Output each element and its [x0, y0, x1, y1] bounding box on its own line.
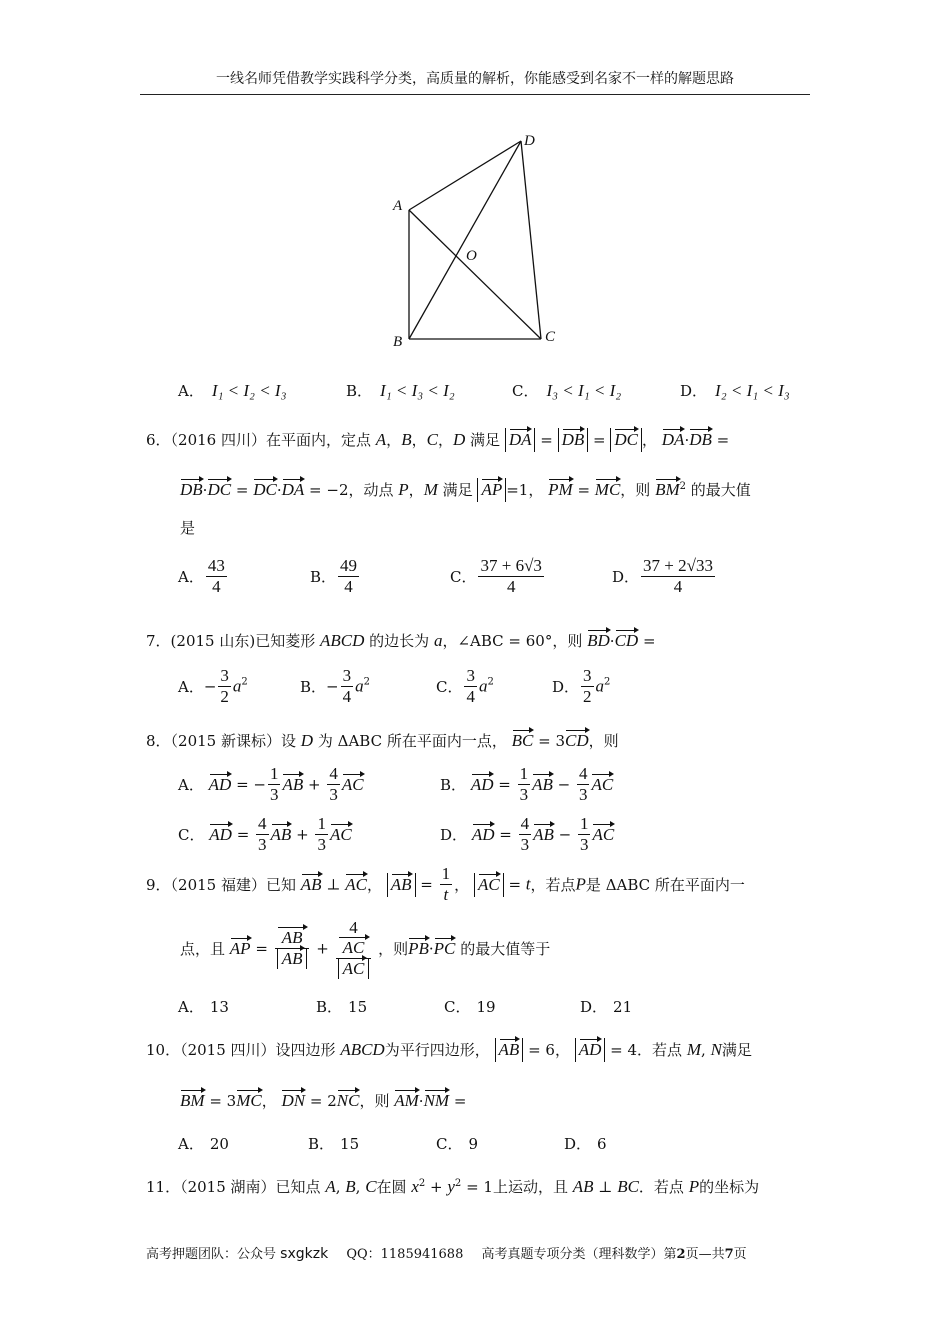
q5-option-d: D． I₂ < I₁ < I₃ — [680, 381, 790, 400]
q7-option-a: A．− $\frac{3}{2}$ $a^2$ — [178, 666, 248, 706]
q9-line2: 点，且 AP = $\frac{AB}{AB}$ + 4 AC AC ，则PB·PC 的最大值等于 — [180, 918, 551, 978]
q8-line1: 8．（2015 新课标）设 D 为 ΔABC 所在平面内一点， BC = 3CD，则 — [146, 731, 619, 750]
quadrilateral-figure — [380, 130, 580, 350]
q6-line2: DB·DC = DC·DA = −2，动点 P，M 满足 AP =1， PM = MC，则 $BM^2$ 的最大值 — [180, 478, 751, 502]
q8-option-d: D． AD = $\frac{4}{3}$ AB − $\frac{1}{3}$ AC — [440, 814, 615, 854]
q6-option-a: A． $\frac{43}{4}$ — [178, 556, 225, 596]
q9-option-c: C． 19 — [444, 998, 496, 1016]
diagonal-BD — [409, 141, 521, 339]
q8-option-a: A． AD = − $\frac{1}{3}$ AB + $\frac{4}{3}$ AC — [178, 764, 364, 804]
q6-option-d: D． $\frac{37 + 2√33}{4}$ — [612, 556, 713, 596]
q10-option-d: D． 6 — [564, 1135, 607, 1153]
q8-option-b: B． AD = $\frac{1}{3}$ AB − $\frac{4}{3}$ AC — [440, 764, 614, 804]
q6-line3: 是 — [180, 519, 196, 537]
q10-line1: 10．（2015 四川）设四边形 ABCD为平行四边形， AB = 6， AD = 4．若点 M, N满足 — [146, 1038, 752, 1062]
label-A: A — [393, 198, 403, 214]
q9-line1: 9．（2015 福建）已知 AB ⊥ AC， AB = $\frac{1}{t}$ ， AC = t，若点P是 ΔABC 所在平面内一 — [146, 864, 745, 904]
segment-DC — [521, 141, 541, 339]
q10-option-a: A． 20 — [178, 1135, 229, 1153]
q9-option-d: D． 21 — [580, 998, 633, 1016]
header-rule — [140, 94, 810, 95]
label-D: D — [524, 133, 535, 149]
q7-option-d: D． $\frac{3}{2}$ $a^2$ — [552, 666, 611, 706]
q9-option-b: B． 15 — [316, 998, 368, 1016]
q10-line2: BM = 3MC， DN = 2NC，则 AM·NM = — [180, 1091, 467, 1110]
page-header: 一线名师凭借教学实践科学分类，高质量的解析，你能感受到名家不一样的解题思路 — [216, 71, 734, 87]
q5-option-a: A． I₁ < I₂ < I₃ — [178, 381, 287, 400]
q5-option-b: B． I₁ < I₃ < I₂ — [346, 381, 455, 400]
q10-option-b: B． 15 — [308, 1135, 360, 1153]
q6-option-b: B． $\frac{49}{4}$ — [310, 556, 358, 596]
q6-line1: 6．（2016 四川）在平面内，定点 A，B，C，D 满足 DA = DB = DC ， DA·DB = — [146, 428, 729, 452]
q5-option-c: C． I₃ < I₁ < I₂ — [512, 381, 622, 400]
page-footer: 高考押题团队：公众号 sxgkzk QQ：1185941688 高考真题专项分类（理科数学）第2页—共7页 — [146, 1246, 747, 1262]
q7-line1: 7．(2015 山东)已知菱形 ABCD 的边长为 a，∠ABC = 60°，则 BD·CD = — [146, 631, 656, 650]
q10-option-c: C． 9 — [436, 1135, 479, 1153]
segment-AD — [409, 141, 521, 210]
q9-option-a: A． 13 — [178, 998, 229, 1016]
q7-option-b: B．− $\frac{3}{4}$ $a^2$ — [300, 666, 370, 706]
label-C: C — [545, 329, 556, 345]
label-B: B — [393, 334, 403, 350]
label-O: O — [466, 248, 477, 264]
q11-line1: 11．（2015 湖南）已知点 A, B, C在圆 $x^2 + y^2 = 1$上运动，且 AB ⊥ BC．若点 P的坐标为 — [146, 1177, 760, 1196]
q7-option-c: C． $\frac{3}{4}$ $a^2$ — [436, 666, 494, 706]
q8-option-c: C． AD = $\frac{4}{3}$ AB + $\frac{1}{3}$ AC — [178, 814, 352, 854]
diagonal-AC — [409, 210, 541, 339]
q6-option-c: C． $\frac{37 + 6√3}{4}$ — [450, 556, 542, 596]
